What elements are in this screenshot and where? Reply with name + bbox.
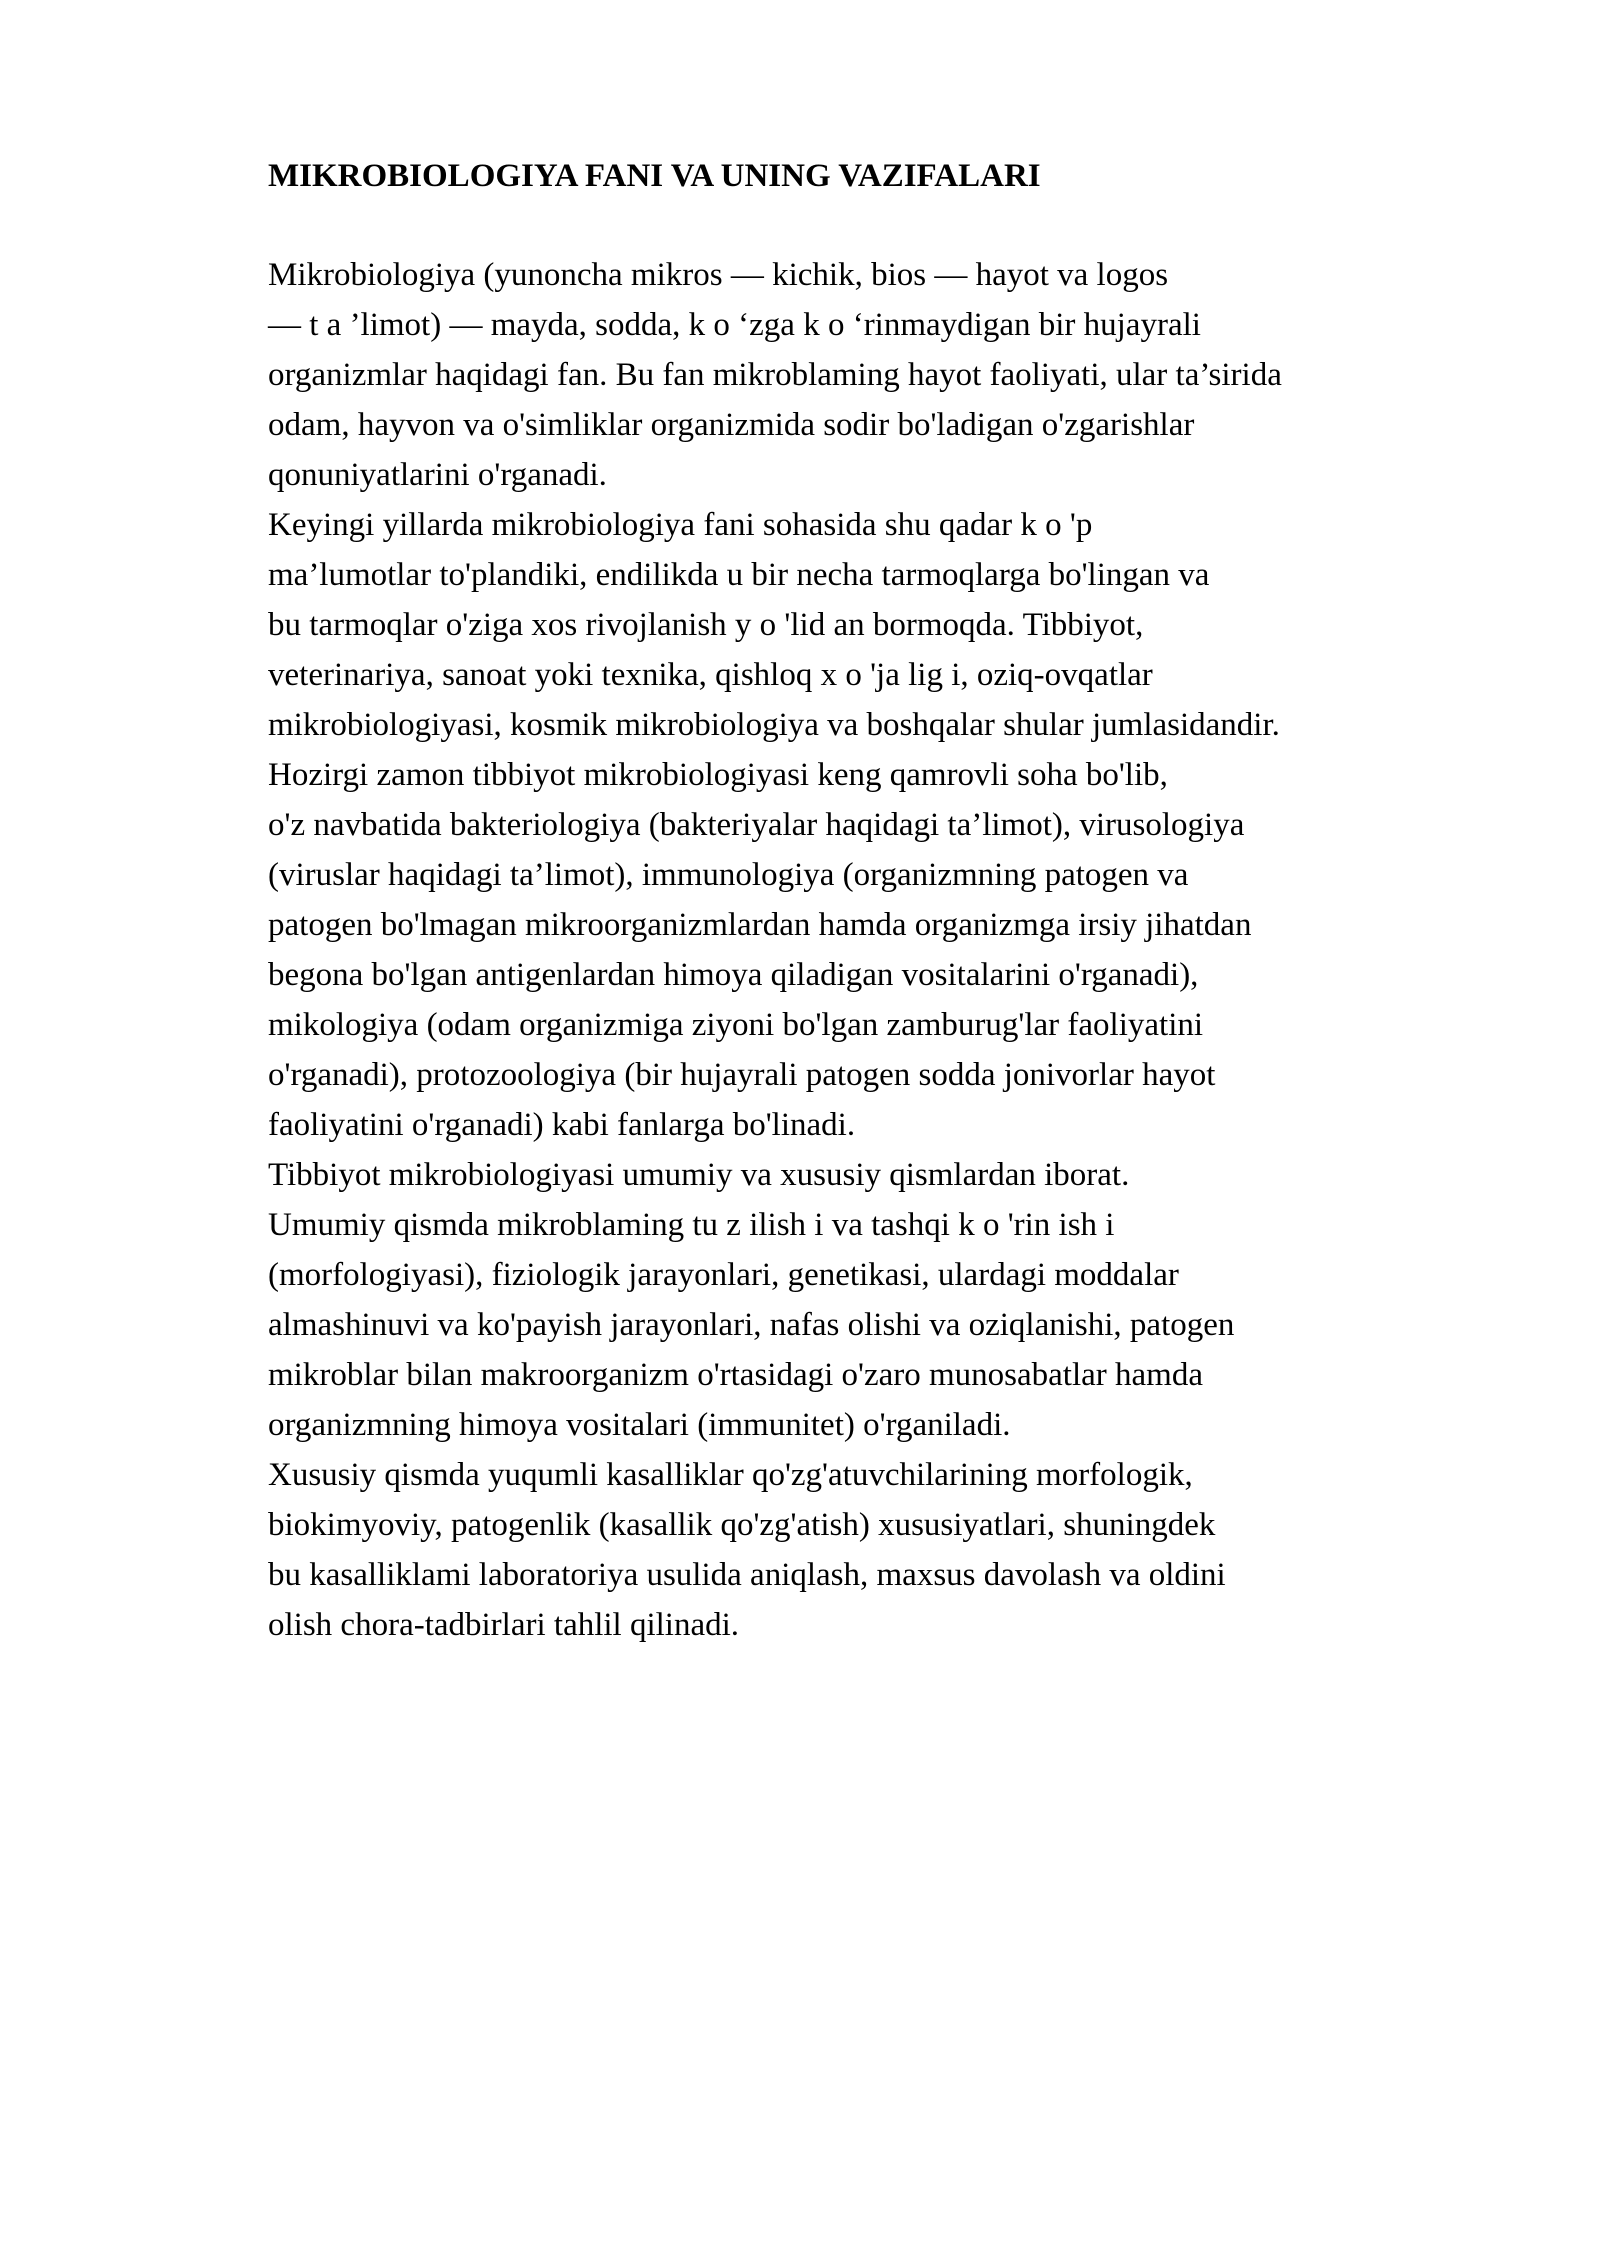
text-line: organizmlar haqidagi fan. Bu fan mikroblaming hayot faoliyati, ular ta’sirida xyxy=(268,357,1282,393)
text-line: mikologiya (odam organizmiga ziyoni bo'lgan zamburug'lar faoliyatini xyxy=(268,1007,1204,1043)
document-body xyxy=(268,250,1568,1650)
text-line: almashinuvi va ko'payish jarayonlari, nafas olishi va oziqlanishi, patogen xyxy=(268,1307,1235,1343)
text-line: — t a ’limot) — mayda, sodda, k o ‘zga k o ‘rinmaydigan bir hujayrali xyxy=(268,307,1201,343)
text-line: faoliyatini o'rganadi) kabi fanlarga bo'linadi. xyxy=(268,1107,856,1143)
text-line: (morfologiyasi), fiziologik jarayonlari, genetikasi, ulardagi moddalar xyxy=(268,1257,1179,1293)
text-line: odam, hayvon va o'simliklar organizmida sodir bo'ladigan o'zgarishlar xyxy=(268,407,1195,443)
text-line: o'z navbatida bakteriologiya (bakteriyalar haqidagi ta’limot), virusologiya xyxy=(268,807,1245,843)
text-line: qonuniyatlarini o'rganadi. xyxy=(268,457,607,493)
text-line: (viruslar haqidagi ta’limot), immunologiya (organizmning patogen va xyxy=(268,857,1189,893)
text-line: patogen bo'lmagan mikroorganizmlardan hamda organizmga irsiy jihatdan xyxy=(268,907,1252,943)
text-line: veterinariya, sanoat yoki texnika, qishloq x o 'ja lig i, oziq-ovqatlar xyxy=(268,657,1153,693)
text-line: Keyingi yillarda mikrobiologiya fani sohasida shu qadar k o 'p xyxy=(268,507,1093,543)
document-title: MIKROBIOLOGIYA FANI VA UNING VAZIFALARI xyxy=(268,158,1041,194)
text-line: olish chora-tadbirlari tahlil qilinadi. xyxy=(268,1607,740,1643)
text-line: begona bo'lgan antigenlardan himoya qiladigan vositalarini o'rganadi), xyxy=(268,957,1199,993)
text-line: Xususiy qismda yuqumli kasalliklar qo'zg'atuvchilarining morfologik, xyxy=(268,1457,1193,1493)
text-line: bu kasalliklami laboratoriya usulida aniqlash, maxsus davolash va oldini xyxy=(268,1557,1226,1593)
text-line: mikrobiologiyasi, kosmik mikrobiologiya va boshqalar shular jumlasidandir. xyxy=(268,707,1280,743)
text-line: o'rganadi), protozoologiya (bir hujayrali patogen sodda jonivorlar hayot xyxy=(268,1057,1216,1093)
text-line: ma’lumotlar to'plandiki, endilikda u bir necha tarmoqlarga bo'lingan va xyxy=(268,557,1210,593)
text-line: Hozirgi zamon tibbiyot mikrobiologiyasi keng qamrovli soha bo'lib, xyxy=(268,757,1168,793)
text-line: Umumiy qismda mikroblaming tu z ilish i va tashqi k o 'rin ish i xyxy=(268,1207,1115,1243)
text-line: Tibbiyot mikrobiologiyasi umumiy va xususiy qismlardan iborat. xyxy=(268,1157,1130,1193)
text-line: bu tarmoqlar o'ziga xos rivojlanish y o 'lid an bormoqda. Tibbiyot, xyxy=(268,607,1144,643)
text-line: organizmning himoya vositalari (immunitet) o'rganiladi. xyxy=(268,1407,1011,1443)
text-line: mikroblar bilan makroorganizm o'rtasidagi o'zaro munosabatlar hamda xyxy=(268,1357,1203,1393)
text-line: biokimyoviy, patogenlik (kasallik qo'zg'atish) xususiyatlari, shuningdek xyxy=(268,1507,1216,1543)
text-line: Mikrobiologiya (yunoncha mikros — kichik, bios — hayot va logos xyxy=(268,257,1169,293)
